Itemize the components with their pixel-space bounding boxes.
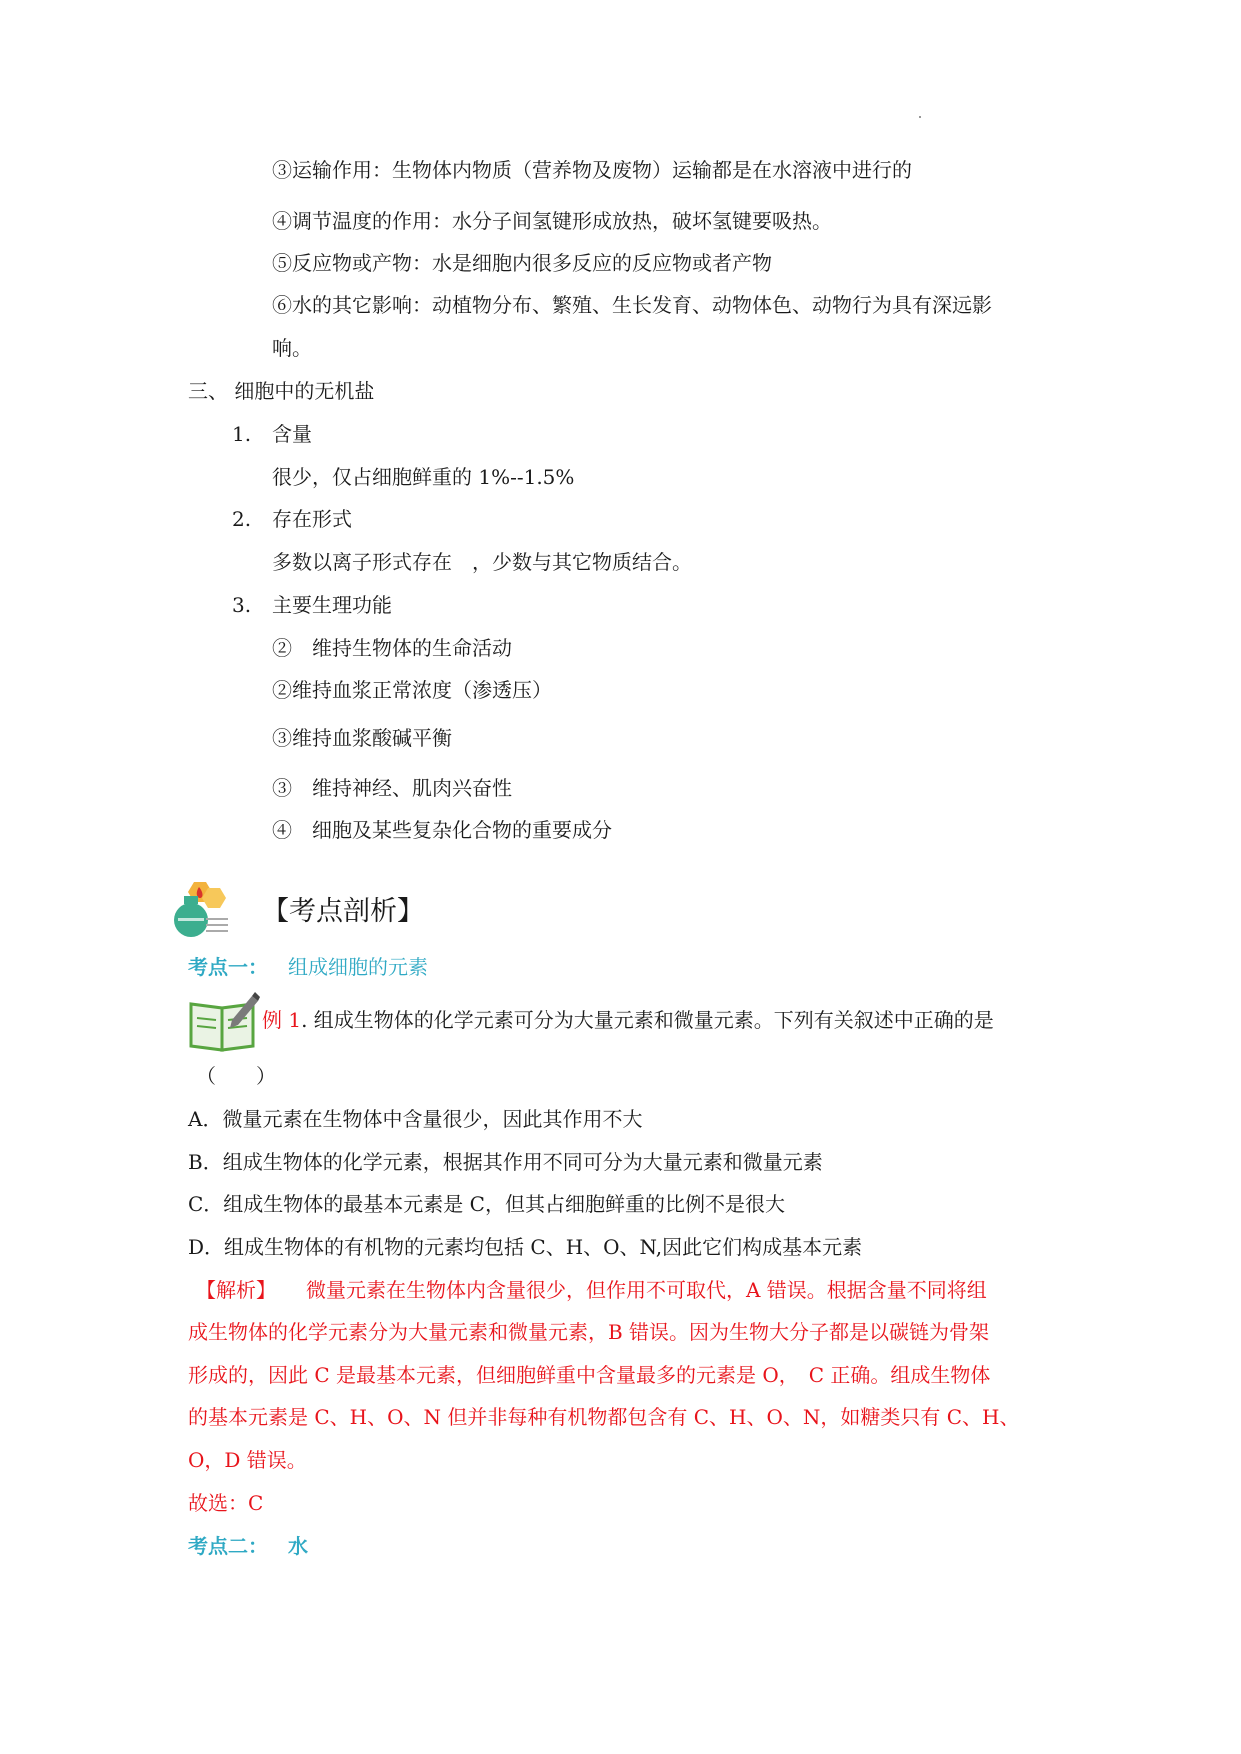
solution-line: 成生物体的化学元素分为大量元素和微量元素，B 错误。因为生物大分子都是以碳链为骨架 [188, 1320, 990, 1344]
water-function-other-1: ⑥水的其它影响：动植物分布、繁殖、生长发育、动物体色、动物行为具有深远影 [272, 293, 992, 317]
function-item: ②维持血浆正常浓度（渗透压） [272, 678, 552, 702]
section-heading: 三、 细胞中的无机盐 [188, 379, 375, 403]
example-text: . 组成生物体的化学元素可分为大量元素和微量元素。下列有关叙述中正确的是 [301, 1008, 994, 1032]
solution-line: O，D 错误。 [188, 1448, 307, 1472]
option-b: B．组成生物体的化学元素，根据其作用不同可分为大量元素和微量元素 [188, 1150, 823, 1174]
example-label: 例 1 [262, 1008, 302, 1032]
option-d: D．组成生物体的有机物的元素均包括 C、H、O、N,因此它们构成基本元素 [188, 1235, 863, 1259]
point-label: 考点一： [188, 955, 268, 979]
option-a: A．微量元素在生物体中含量很少，因此其作用不大 [188, 1107, 643, 1131]
point-title: 组成细胞的元素 [288, 955, 428, 979]
flask-honeycomb-icon [168, 878, 234, 940]
item-title: 存在形式 [272, 507, 352, 531]
item-number: 1. [232, 422, 252, 446]
solution-line: 的基本元素是 C、H、O、N 但并非每种有机物都包含有 C、H、O、N，如糖类只有 C、H、 [188, 1405, 1020, 1429]
option-c: C．组成生物体的最基本元素是 C，但其占细胞鲜重的比例不是很大 [188, 1192, 785, 1216]
function-item: ② 维持生物体的生命活动 [272, 636, 512, 660]
analysis-title: 【考点剖析】 [262, 896, 424, 927]
point-label: 考点二： [188, 1534, 268, 1558]
function-item: ③维持血浆酸碱平衡 [272, 726, 452, 750]
item-body: 很少，仅占细胞鲜重的 1%--1.5% [272, 465, 575, 489]
solution-line: 微量元素在生物体内含量很少，但作用不可取代，A 错误。根据含量不同将组 [306, 1278, 987, 1302]
answer-blank: （ ） [196, 1064, 276, 1088]
item-body: 多数以离子形式存在 ，少数与其它物质结合。 [272, 550, 692, 574]
item-title: 含量 [272, 422, 312, 446]
book-pencil-icon [188, 990, 260, 1052]
water-function-reaction: ⑤反应物或产物：水是细胞内很多反应的反应物或者产物 [272, 251, 772, 275]
water-function-transport: ③运输作用：生物体内物质（营养物及废物）运输都是在水溶液中进行的 [272, 158, 912, 182]
point-title: 水 [288, 1534, 308, 1558]
function-item: ③ 维持神经、肌肉兴奋性 [272, 776, 512, 800]
item-number: 2. [232, 507, 252, 531]
item-number: 3. [232, 593, 252, 617]
answer-choice: 故选：C [188, 1491, 264, 1515]
example-question [262, 1006, 994, 1034]
item-title: 主要生理功能 [272, 593, 392, 617]
water-function-other-2: 响。 [272, 336, 312, 360]
solution-line: 形成的，因此 C 是最基本元素，但细胞鲜重中含量最多的元素是 O， C 正确。组成生物体 [188, 1363, 991, 1387]
solution-label: 【解析】 [196, 1278, 276, 1302]
decorative-dot [919, 116, 921, 118]
function-item: ④ 细胞及某些复杂化合物的重要成分 [272, 818, 612, 842]
water-function-temperature: ④调节温度的作用：水分子间氢键形成放热，破坏氢键要吸热。 [272, 209, 832, 233]
